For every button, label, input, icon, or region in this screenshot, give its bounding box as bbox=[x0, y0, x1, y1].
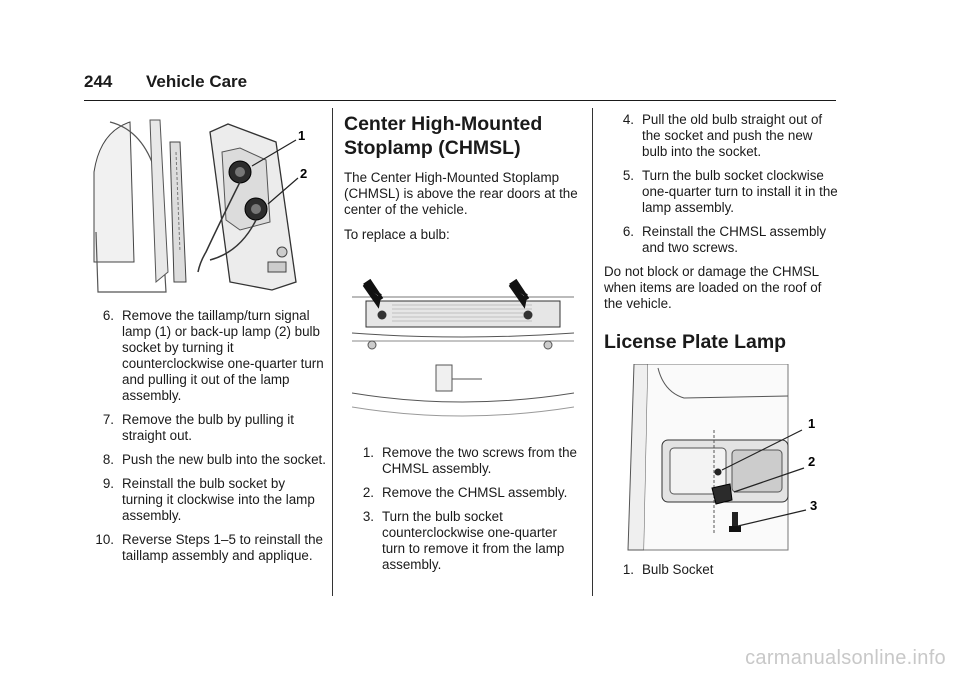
chmsl-figure bbox=[352, 261, 574, 431]
column3-steps bbox=[604, 112, 840, 256]
list-item: 6. Remove the taillamp/turn signal lamp (1) or back-up lamp (2) bulb socket by turning it counterclockwise one-quarter turn and pulling it out of the lamp assembly. bbox=[102, 308, 324, 403]
column1-steps bbox=[84, 308, 326, 564]
section-title: Vehicle Care bbox=[146, 72, 248, 91]
figure-callout-3: 3 bbox=[810, 498, 818, 513]
backup-lamp-callout: 2 bbox=[300, 166, 308, 181]
list-item: 6. Reinstall the CHMSL assembly and two screws. bbox=[622, 224, 827, 255]
license-plate-figure bbox=[604, 364, 830, 554]
list-item: 7. Remove the bulb by pulling it straight out. bbox=[102, 412, 294, 443]
taillamp-illustration bbox=[90, 112, 326, 296]
license-plate-legend bbox=[604, 562, 840, 578]
header-rule bbox=[84, 100, 836, 101]
watermark: carmanualsonline.info bbox=[745, 647, 946, 669]
list-item: 8. Push the new bulb into the socket. bbox=[102, 452, 326, 467]
chmsl-heading: Center High-Mounted Stoplamp (CHMSL) bbox=[344, 113, 543, 159]
page-number: 244 bbox=[84, 72, 113, 91]
list-item: 3. Turn the bulb socket counterclockwise one-quarter turn to remove it from the lamp assembly. bbox=[362, 509, 565, 572]
column-3 bbox=[604, 112, 840, 586]
license-plate-illustration bbox=[604, 364, 830, 554]
figure-callout-1: 1 bbox=[808, 416, 816, 431]
list-item: 2. Remove the CHMSL assembly. bbox=[362, 485, 568, 500]
column-divider-1 bbox=[332, 108, 333, 596]
column-1 bbox=[84, 112, 326, 572]
chmsl-note: Do not block or damage the CHMSL when items are loaded on the roof of the vehicle. bbox=[604, 264, 822, 311]
column-divider-2 bbox=[592, 108, 593, 596]
list-item: 10. Reverse Steps 1–5 to reinstall the taillamp assembly and applique. bbox=[95, 532, 323, 563]
license-plate-heading: License Plate Lamp bbox=[604, 331, 787, 353]
list-item: 9. Reinstall the bulb socket by turning it clockwise into the lamp assembly. bbox=[102, 476, 315, 523]
column2-steps bbox=[344, 445, 580, 573]
list-item: 1. Bulb Socket bbox=[622, 562, 714, 577]
page-header bbox=[84, 72, 836, 100]
chmsl-intro: The Center High-Mounted Stoplamp (CHMSL) is above the rear doors at the center of the vehicle. bbox=[344, 170, 578, 217]
taillamp-figure bbox=[90, 112, 332, 296]
chmsl-illustration bbox=[352, 261, 574, 431]
taillamp-callout: 1 bbox=[298, 128, 306, 143]
figure-callout-2: 2 bbox=[808, 454, 816, 469]
column-2 bbox=[344, 112, 580, 581]
list-item: 4. Pull the old bulb straight out of the socket and push the new bulb into the socket. bbox=[622, 112, 823, 159]
replace-bulb-label: To replace a bulb: bbox=[344, 227, 450, 242]
list-item: 5. Turn the bulb socket clockwise one-quarter turn to install it in the lamp assembly. bbox=[622, 168, 838, 215]
list-item: 1. Remove the two screws from the CHMSL assembly. bbox=[362, 445, 577, 476]
